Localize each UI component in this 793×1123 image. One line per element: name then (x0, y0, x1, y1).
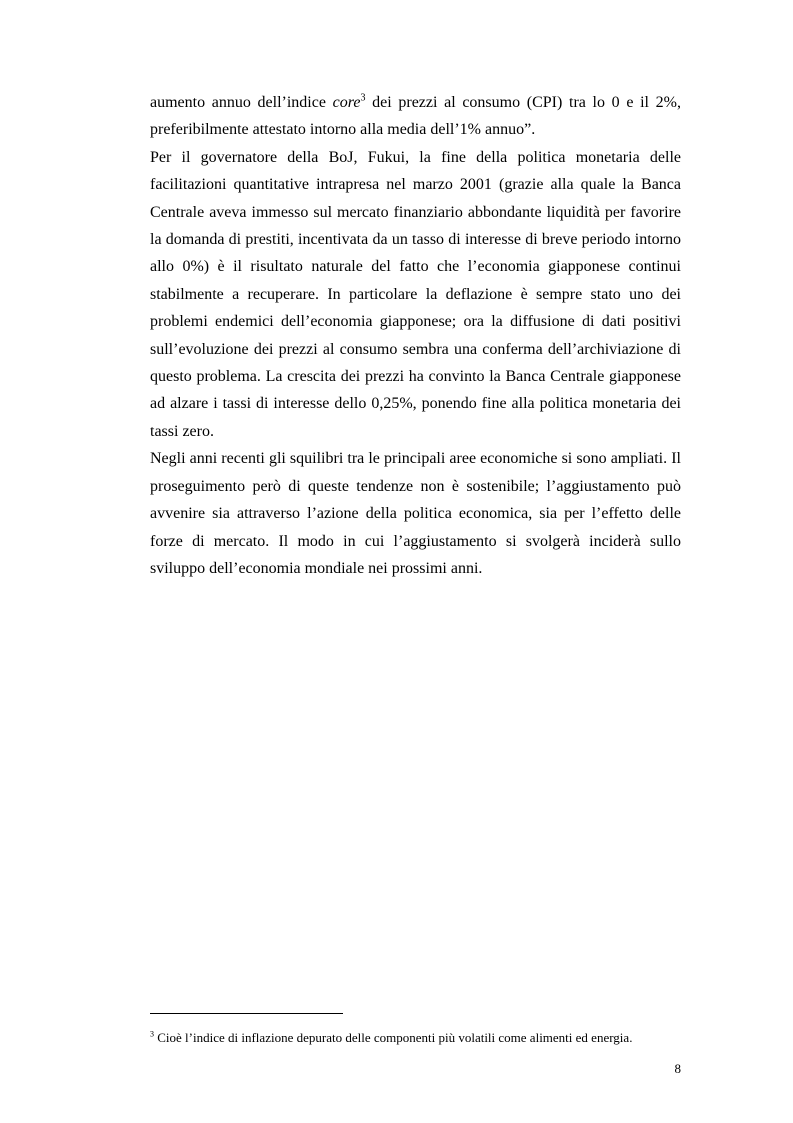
footnote-divider (150, 1013, 343, 1014)
footnote-marker: 3 (150, 1029, 154, 1039)
page-number: 8 (674, 1061, 681, 1076)
paragraph-1-text-after: dei prezzi al consumo (CPI) tra lo 0 e il 2%, preferibilmente attestato intorno alla media dell’1% annuo”. (150, 94, 681, 139)
paragraph-3: Negli anni recenti gli squilibri tra le principali aree economiche si sono ampliati. Il proseguimento però di queste tendenze non è sostenibile; l’aggiustamento può avvenire sia attraverso l’azione della politica economica, sia per l’effetto delle forze di mercato. Il modo in cui l’aggiustamento si svolgerà inciderà sullo sviluppo dell’economia mondiale nei prossimi anni. (150, 450, 681, 577)
footnote-text: Cioè l’indice di inflazione depurato delle componenti più volatili come alimenti ed energia. (154, 1030, 633, 1045)
body-text (150, 89, 681, 582)
paragraph-2: Per il governatore della BoJ, Fukui, la fine della politica monetaria delle facilitazioni quantitative intrapresa nel marzo 2001 (grazie alla quale la Banca Centrale aveva immesso sul mercato finanziario abbondante liquidità per favorire la domanda di prestiti, incentivata da un tasso di interesse di breve periodo intorno allo 0%) è il risultato naturale del fatto che l’economia giapponese continui stabilmente a recuperare. In particolare la deflazione è sempre stato uno dei problemi endemici dell’economia giapponese; ora la diffusione di dati positivi sull’evoluzione dei prezzi al consumo sembra una conferma dell’archiviazione di questo problema. La crescita dei prezzi ha convinto la Banca Centrale giapponese ad alzare i tassi di interesse dello 0,25%, ponendo fine alla politica monetaria dei tassi zero. (150, 148, 681, 440)
footnote (150, 1030, 710, 1046)
core-term: core (332, 94, 361, 111)
footnote-reference[interactable]: 3 (360, 92, 366, 104)
paragraph-1 (150, 89, 681, 144)
paragraph-1-text-before: aumento annuo dell’indice (150, 94, 333, 111)
